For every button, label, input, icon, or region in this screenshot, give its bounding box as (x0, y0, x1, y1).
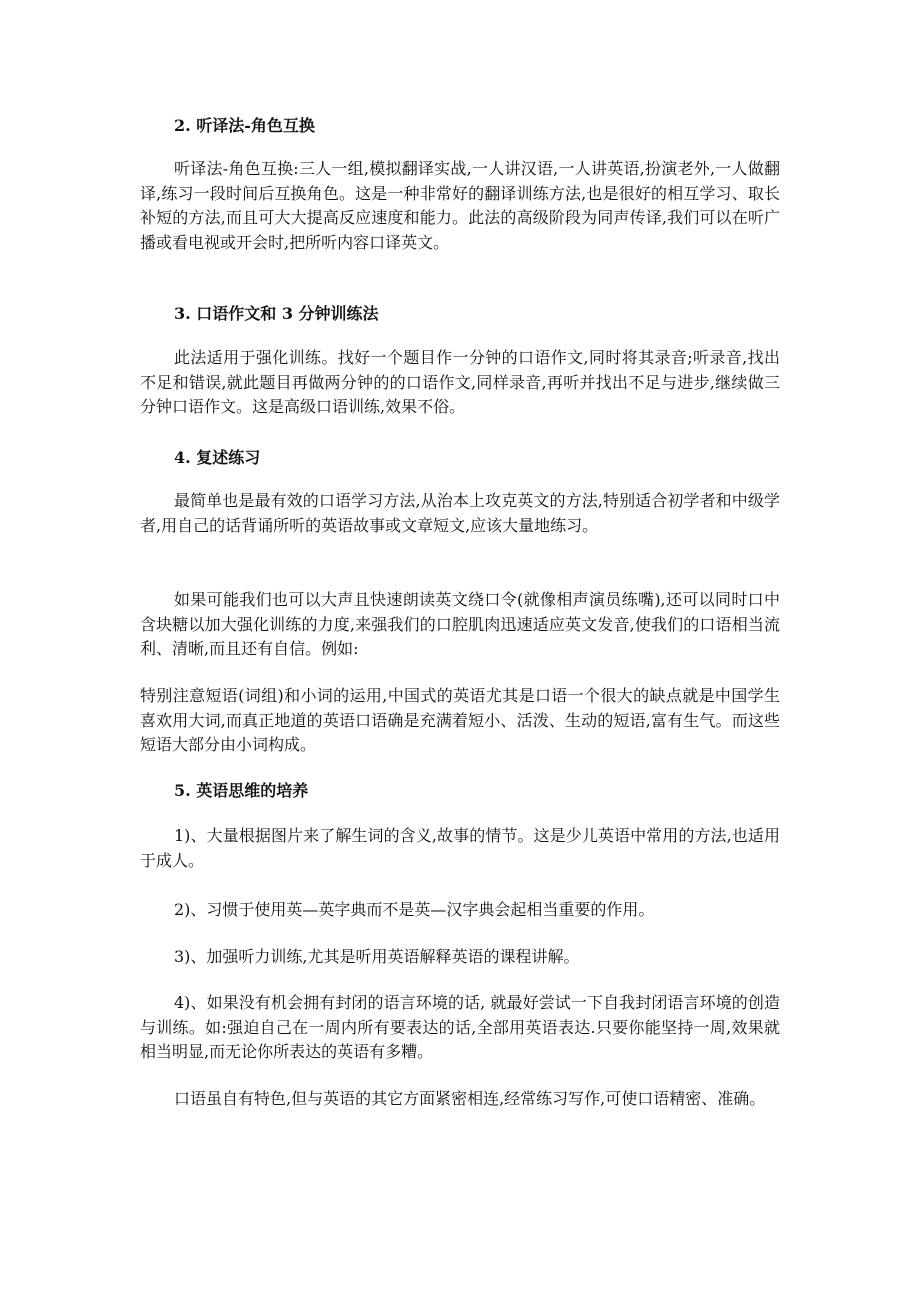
paragraph-speaking-composition: 此法适用于强化训练。找好一个题目作一分钟的口语作文,同时将其录音;听录音,找出不足和错误,就此题目再做两分钟的的口语作文,同样录音,再听并找出不足与进步,继续做三分钟口语作文。这是高级口语训练,效果不俗。 (140, 348, 780, 416)
section-heading-4: 4. 复述练习 (174, 448, 261, 467)
paragraph-role-swap: 听译法-角色互换:三人一组,模拟翻译实战,一人讲汉语,一人讲英语,扮演老外,一人做翻译,练习一段时间后互换角色。这是一种非常好的翻译训练方法,也是很好的相互学习、取长补短的方法,而且可大大提高反应速度和能力。此法的高级阶段为同声传译,我们可以在听广播或看电视或开会时,把所听内容口译英文。 (140, 159, 780, 252)
section-heading-5: 5. 英语思维的培养 (174, 781, 309, 800)
paragraph-tongue-twisters: 如果可能我们也可以大声且快速朗读英文绕口令(就像相声演员练嘴),还可以同时口中含块糖以加大强化训练的力度,来强我们的口腔肌肉迅速适应英文发音,使我们的口语相当流利、清晰,而且还有自信。例如: (140, 590, 780, 658)
paragraph-closing: 口语虽自有特色,但与英语的其它方面紧密相连,经常练习写作,可使口语精密、准确。 (174, 1089, 766, 1108)
list-item-2: 2)、习惯于使用英—英字典而不是英—汉字典会起相当重要的作用。 (174, 900, 655, 919)
list-item-3: 3)、加强听力训练,尤其是听用英语解释英语的课程讲解。 (174, 947, 580, 966)
section-heading-3: 3. 口语作文和 3 分钟训练法 (174, 304, 379, 323)
paragraph-retelling: 最简单也是最有效的口语学习方法,从治本上攻克英文的方法,特别适合初学者和中级学者,用自己的话背诵所听的英语故事或文章短文,应该大量地练习。 (140, 491, 780, 535)
paragraph-phrases: 特别注意短语(词组)和小词的运用,中国式的英语尤其是口语一个很大的缺点就是中国学生喜欢用大词,而真正地道的英语口语确是充满着短小、活泼、生动的短语,富有生气。而这些短语大部分由小词构成。 (140, 686, 780, 754)
list-item-4: 4)、如果没有机会拥有封闭的语言环境的话, 就最好尝试一下自我封闭语言环境的创造与训练。如:强迫自己在一周内所有要表达的话,全部用英语表达.只要你能坚持一周,效果就相当明显,而无论你所表达的英语有多糟。 (140, 993, 780, 1061)
list-item-1: 1)、大量根据图片来了解生词的含义,故事的情节。这是少儿英语中常用的方法,也适用于成人。 (140, 826, 780, 870)
section-heading-2: 2. 听译法-角色互换 (174, 116, 315, 135)
